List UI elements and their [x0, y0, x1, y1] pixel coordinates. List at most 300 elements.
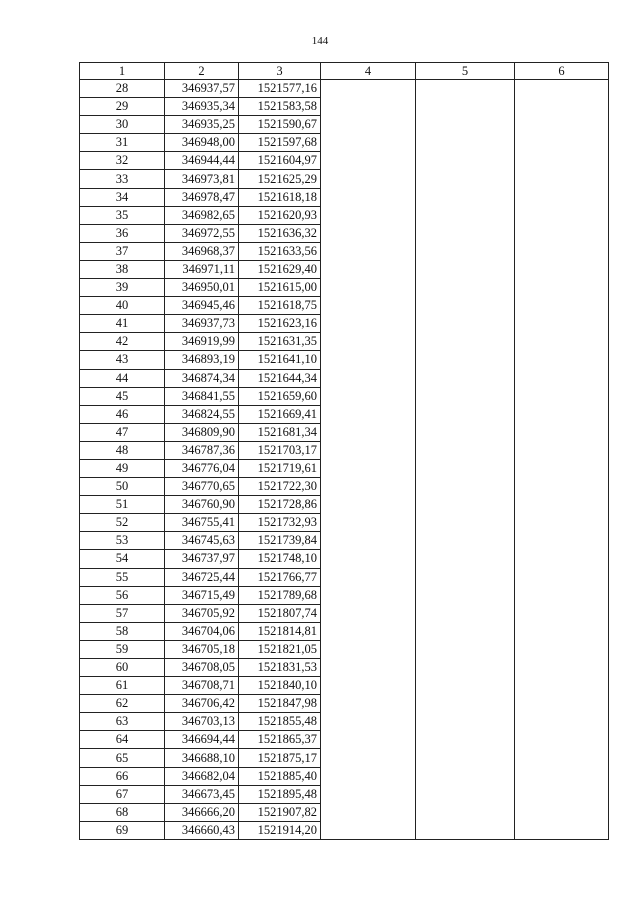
point-number-cell: 60 [80, 659, 165, 677]
empty-cell-col-4 [321, 659, 416, 677]
empty-cell-col-5 [416, 405, 515, 423]
empty-cell-col-4 [321, 98, 416, 116]
table-row [80, 297, 609, 315]
empty-cell-col-4 [321, 695, 416, 713]
empty-cell-col-6 [515, 803, 609, 821]
x-coordinate-cell: 346760,90 [165, 496, 239, 514]
empty-cell-col-6 [515, 767, 609, 785]
empty-cell-col-4 [321, 260, 416, 278]
coordinates-table [79, 62, 609, 840]
point-number-cell: 48 [80, 441, 165, 459]
empty-cell-col-5 [416, 659, 515, 677]
y-coordinate-cell: 1521907,82 [239, 803, 321, 821]
empty-cell-col-4 [321, 803, 416, 821]
point-number-cell: 69 [80, 821, 165, 839]
x-coordinate-cell: 346737,97 [165, 550, 239, 568]
empty-cell-col-6 [515, 224, 609, 242]
table-row [80, 279, 609, 297]
y-coordinate-cell: 1521855,48 [239, 713, 321, 731]
empty-cell-col-5 [416, 604, 515, 622]
y-coordinate-cell: 1521681,34 [239, 423, 321, 441]
table-row [80, 785, 609, 803]
empty-cell-col-5 [416, 478, 515, 496]
empty-cell-col-5 [416, 116, 515, 134]
empty-cell-col-4 [321, 80, 416, 98]
y-coordinate-cell: 1521583,58 [239, 98, 321, 116]
empty-cell-col-6 [515, 622, 609, 640]
empty-cell-col-4 [321, 333, 416, 351]
empty-cell-col-4 [321, 640, 416, 658]
y-coordinate-cell: 1521620,93 [239, 206, 321, 224]
empty-cell-col-4 [321, 785, 416, 803]
point-number-cell: 46 [80, 405, 165, 423]
point-number-cell: 66 [80, 767, 165, 785]
empty-cell-col-6 [515, 749, 609, 767]
empty-cell-col-5 [416, 98, 515, 116]
table-row [80, 387, 609, 405]
y-coordinate-cell: 1521847,98 [239, 695, 321, 713]
empty-cell-col-5 [416, 459, 515, 477]
empty-cell-col-6 [515, 80, 609, 98]
empty-cell-col-5 [416, 279, 515, 297]
empty-cell-col-4 [321, 441, 416, 459]
y-coordinate-cell: 1521618,75 [239, 297, 321, 315]
empty-cell-col-5 [416, 260, 515, 278]
point-number-cell: 37 [80, 242, 165, 260]
x-coordinate-cell: 346660,43 [165, 821, 239, 839]
table-row [80, 152, 609, 170]
point-number-cell: 54 [80, 550, 165, 568]
empty-cell-col-5 [416, 568, 515, 586]
empty-cell-col-5 [416, 695, 515, 713]
x-coordinate-cell: 346945,46 [165, 297, 239, 315]
table-row [80, 224, 609, 242]
empty-cell-col-5 [416, 586, 515, 604]
empty-cell-col-5 [416, 423, 515, 441]
empty-cell-col-6 [515, 423, 609, 441]
x-coordinate-cell: 346972,55 [165, 224, 239, 242]
point-number-cell: 36 [80, 224, 165, 242]
y-coordinate-cell: 1521644,34 [239, 369, 321, 387]
x-coordinate-cell: 346787,36 [165, 441, 239, 459]
point-number-cell: 28 [80, 80, 165, 98]
table-row [80, 568, 609, 586]
empty-cell-col-6 [515, 478, 609, 496]
empty-cell-col-6 [515, 279, 609, 297]
x-coordinate-cell: 346937,57 [165, 80, 239, 98]
empty-cell-col-5 [416, 441, 515, 459]
empty-cell-col-4 [321, 134, 416, 152]
table-row [80, 333, 609, 351]
column-header-1: 1 [80, 63, 165, 80]
empty-cell-col-6 [515, 188, 609, 206]
empty-cell-col-6 [515, 532, 609, 550]
empty-cell-col-6 [515, 242, 609, 260]
x-coordinate-cell: 346745,63 [165, 532, 239, 550]
x-coordinate-cell: 346950,01 [165, 279, 239, 297]
empty-cell-col-5 [416, 514, 515, 532]
point-number-cell: 55 [80, 568, 165, 586]
empty-cell-col-4 [321, 604, 416, 622]
table-row [80, 640, 609, 658]
empty-cell-col-4 [321, 496, 416, 514]
y-coordinate-cell: 1521831,53 [239, 659, 321, 677]
y-coordinate-cell: 1521840,10 [239, 677, 321, 695]
point-number-cell: 50 [80, 478, 165, 496]
empty-cell-col-4 [321, 152, 416, 170]
x-coordinate-cell: 346824,55 [165, 405, 239, 423]
empty-cell-col-6 [515, 604, 609, 622]
y-coordinate-cell: 1521604,97 [239, 152, 321, 170]
y-coordinate-cell: 1521615,00 [239, 279, 321, 297]
table-row [80, 188, 609, 206]
table-row [80, 478, 609, 496]
y-coordinate-cell: 1521703,17 [239, 441, 321, 459]
empty-cell-col-5 [416, 713, 515, 731]
x-coordinate-cell: 346708,71 [165, 677, 239, 695]
empty-cell-col-5 [416, 550, 515, 568]
table-row [80, 677, 609, 695]
y-coordinate-cell: 1521789,68 [239, 586, 321, 604]
table-row [80, 351, 609, 369]
x-coordinate-cell: 346968,37 [165, 242, 239, 260]
y-coordinate-cell: 1521631,35 [239, 333, 321, 351]
x-coordinate-cell: 346973,81 [165, 170, 239, 188]
empty-cell-col-6 [515, 496, 609, 514]
empty-cell-col-4 [321, 821, 416, 839]
empty-cell-col-4 [321, 242, 416, 260]
table-row [80, 441, 609, 459]
empty-cell-col-5 [416, 640, 515, 658]
empty-cell-col-5 [416, 242, 515, 260]
x-coordinate-cell: 346874,34 [165, 369, 239, 387]
empty-cell-col-5 [416, 496, 515, 514]
empty-cell-col-4 [321, 550, 416, 568]
point-number-cell: 45 [80, 387, 165, 405]
empty-cell-col-5 [416, 369, 515, 387]
x-coordinate-cell: 346706,42 [165, 695, 239, 713]
point-number-cell: 35 [80, 206, 165, 224]
point-number-cell: 68 [80, 803, 165, 821]
point-number-cell: 62 [80, 695, 165, 713]
point-number-cell: 43 [80, 351, 165, 369]
empty-cell-col-5 [416, 677, 515, 695]
empty-cell-col-6 [515, 441, 609, 459]
point-number-cell: 63 [80, 713, 165, 731]
empty-cell-col-5 [416, 152, 515, 170]
x-coordinate-cell: 346937,73 [165, 315, 239, 333]
y-coordinate-cell: 1521885,40 [239, 767, 321, 785]
y-coordinate-cell: 1521865,37 [239, 731, 321, 749]
empty-cell-col-6 [515, 785, 609, 803]
y-coordinate-cell: 1521625,29 [239, 170, 321, 188]
empty-cell-col-6 [515, 459, 609, 477]
empty-cell-col-5 [416, 297, 515, 315]
x-coordinate-cell: 346948,00 [165, 134, 239, 152]
y-coordinate-cell: 1521669,41 [239, 405, 321, 423]
x-coordinate-cell: 346715,49 [165, 586, 239, 604]
empty-cell-col-6 [515, 586, 609, 604]
point-number-cell: 44 [80, 369, 165, 387]
empty-cell-col-5 [416, 803, 515, 821]
table-row [80, 116, 609, 134]
y-coordinate-cell: 1521732,93 [239, 514, 321, 532]
y-coordinate-cell: 1521814,81 [239, 622, 321, 640]
empty-cell-col-6 [515, 315, 609, 333]
empty-cell-col-6 [515, 695, 609, 713]
y-coordinate-cell: 1521597,68 [239, 134, 321, 152]
table-row [80, 821, 609, 839]
y-coordinate-cell: 1521636,32 [239, 224, 321, 242]
empty-cell-col-4 [321, 749, 416, 767]
table-row [80, 369, 609, 387]
y-coordinate-cell: 1521807,74 [239, 604, 321, 622]
point-number-cell: 32 [80, 152, 165, 170]
y-coordinate-cell: 1521914,20 [239, 821, 321, 839]
column-header-6: 6 [515, 63, 609, 80]
empty-cell-col-5 [416, 622, 515, 640]
empty-cell-col-5 [416, 351, 515, 369]
empty-cell-col-5 [416, 821, 515, 839]
table-row [80, 695, 609, 713]
empty-cell-col-6 [515, 152, 609, 170]
x-coordinate-cell: 346704,06 [165, 622, 239, 640]
table-row [80, 622, 609, 640]
empty-cell-col-4 [321, 423, 416, 441]
y-coordinate-cell: 1521875,17 [239, 749, 321, 767]
x-coordinate-cell: 346978,47 [165, 188, 239, 206]
y-coordinate-cell: 1521895,48 [239, 785, 321, 803]
empty-cell-col-4 [321, 514, 416, 532]
empty-cell-col-5 [416, 749, 515, 767]
empty-cell-col-6 [515, 821, 609, 839]
empty-cell-col-4 [321, 369, 416, 387]
table-row [80, 767, 609, 785]
y-coordinate-cell: 1521633,56 [239, 242, 321, 260]
x-coordinate-cell: 346705,92 [165, 604, 239, 622]
x-coordinate-cell: 346725,44 [165, 568, 239, 586]
x-coordinate-cell: 346971,11 [165, 260, 239, 278]
table-row [80, 98, 609, 116]
y-coordinate-cell: 1521590,67 [239, 116, 321, 134]
column-header-4: 4 [321, 63, 416, 80]
point-number-cell: 53 [80, 532, 165, 550]
point-number-cell: 61 [80, 677, 165, 695]
point-number-cell: 29 [80, 98, 165, 116]
point-number-cell: 65 [80, 749, 165, 767]
empty-cell-col-4 [321, 568, 416, 586]
table-row [80, 749, 609, 767]
table-row [80, 659, 609, 677]
empty-cell-col-5 [416, 532, 515, 550]
empty-cell-col-6 [515, 206, 609, 224]
empty-cell-col-4 [321, 478, 416, 496]
empty-cell-col-4 [321, 459, 416, 477]
empty-cell-col-6 [515, 659, 609, 677]
empty-cell-col-6 [515, 550, 609, 568]
column-header-2: 2 [165, 63, 239, 80]
point-number-cell: 40 [80, 297, 165, 315]
point-number-cell: 33 [80, 170, 165, 188]
table-header-row [80, 63, 609, 80]
empty-cell-col-4 [321, 297, 416, 315]
point-number-cell: 30 [80, 116, 165, 134]
table-row [80, 731, 609, 749]
empty-cell-col-4 [321, 116, 416, 134]
empty-cell-col-5 [416, 767, 515, 785]
table-row [80, 496, 609, 514]
x-coordinate-cell: 346944,44 [165, 152, 239, 170]
empty-cell-col-4 [321, 622, 416, 640]
point-number-cell: 49 [80, 459, 165, 477]
point-number-cell: 58 [80, 622, 165, 640]
table-row [80, 550, 609, 568]
y-coordinate-cell: 1521719,61 [239, 459, 321, 477]
point-number-cell: 31 [80, 134, 165, 152]
empty-cell-col-4 [321, 315, 416, 333]
empty-cell-col-4 [321, 206, 416, 224]
empty-cell-col-4 [321, 731, 416, 749]
y-coordinate-cell: 1521748,10 [239, 550, 321, 568]
y-coordinate-cell: 1521728,86 [239, 496, 321, 514]
x-coordinate-cell: 346673,45 [165, 785, 239, 803]
empty-cell-col-6 [515, 731, 609, 749]
x-coordinate-cell: 346841,55 [165, 387, 239, 405]
y-coordinate-cell: 1521629,40 [239, 260, 321, 278]
x-coordinate-cell: 346666,20 [165, 803, 239, 821]
x-coordinate-cell: 346935,25 [165, 116, 239, 134]
empty-cell-col-4 [321, 405, 416, 423]
table-row [80, 514, 609, 532]
empty-cell-col-5 [416, 785, 515, 803]
x-coordinate-cell: 346770,65 [165, 478, 239, 496]
empty-cell-col-6 [515, 170, 609, 188]
point-number-cell: 59 [80, 640, 165, 658]
empty-cell-col-6 [515, 351, 609, 369]
empty-cell-col-4 [321, 224, 416, 242]
table-row [80, 423, 609, 441]
empty-cell-col-5 [416, 333, 515, 351]
empty-cell-col-5 [416, 80, 515, 98]
table-row [80, 803, 609, 821]
point-number-cell: 52 [80, 514, 165, 532]
empty-cell-col-5 [416, 188, 515, 206]
point-number-cell: 42 [80, 333, 165, 351]
point-number-cell: 51 [80, 496, 165, 514]
y-coordinate-cell: 1521618,18 [239, 188, 321, 206]
y-coordinate-cell: 1521659,60 [239, 387, 321, 405]
y-coordinate-cell: 1521577,16 [239, 80, 321, 98]
empty-cell-col-6 [515, 116, 609, 134]
x-coordinate-cell: 346703,13 [165, 713, 239, 731]
table-row [80, 315, 609, 333]
table-row [80, 713, 609, 731]
table-row [80, 170, 609, 188]
x-coordinate-cell: 346705,18 [165, 640, 239, 658]
table-row [80, 604, 609, 622]
column-header-5: 5 [416, 63, 515, 80]
y-coordinate-cell: 1521722,30 [239, 478, 321, 496]
x-coordinate-cell: 346776,04 [165, 459, 239, 477]
empty-cell-col-5 [416, 387, 515, 405]
empty-cell-col-4 [321, 532, 416, 550]
empty-cell-col-5 [416, 224, 515, 242]
empty-cell-col-5 [416, 731, 515, 749]
empty-cell-col-6 [515, 387, 609, 405]
point-number-cell: 57 [80, 604, 165, 622]
table-row [80, 134, 609, 152]
empty-cell-col-6 [515, 568, 609, 586]
point-number-cell: 67 [80, 785, 165, 803]
empty-cell-col-5 [416, 315, 515, 333]
point-number-cell: 56 [80, 586, 165, 604]
table-row [80, 260, 609, 278]
empty-cell-col-4 [321, 188, 416, 206]
x-coordinate-cell: 346919,99 [165, 333, 239, 351]
point-number-cell: 64 [80, 731, 165, 749]
y-coordinate-cell: 1521766,77 [239, 568, 321, 586]
point-number-cell: 39 [80, 279, 165, 297]
table-row [80, 586, 609, 604]
x-coordinate-cell: 346755,41 [165, 514, 239, 532]
empty-cell-col-4 [321, 713, 416, 731]
empty-cell-col-6 [515, 98, 609, 116]
y-coordinate-cell: 1521739,84 [239, 532, 321, 550]
x-coordinate-cell: 346708,05 [165, 659, 239, 677]
point-number-cell: 38 [80, 260, 165, 278]
y-coordinate-cell: 1521641,10 [239, 351, 321, 369]
empty-cell-col-6 [515, 640, 609, 658]
empty-cell-col-4 [321, 279, 416, 297]
empty-cell-col-6 [515, 260, 609, 278]
table-row [80, 532, 609, 550]
x-coordinate-cell: 346893,19 [165, 351, 239, 369]
x-coordinate-cell: 346688,10 [165, 749, 239, 767]
x-coordinate-cell: 346982,65 [165, 206, 239, 224]
table-row [80, 242, 609, 260]
empty-cell-col-6 [515, 134, 609, 152]
empty-cell-col-6 [515, 677, 609, 695]
table-row [80, 459, 609, 477]
empty-cell-col-4 [321, 387, 416, 405]
empty-cell-col-5 [416, 170, 515, 188]
empty-cell-col-4 [321, 170, 416, 188]
empty-cell-col-4 [321, 586, 416, 604]
page-number: 144 [311, 35, 329, 47]
empty-cell-col-4 [321, 677, 416, 695]
table-row [80, 80, 609, 98]
y-coordinate-cell: 1521821,05 [239, 640, 321, 658]
empty-cell-col-6 [515, 297, 609, 315]
empty-cell-col-5 [416, 206, 515, 224]
x-coordinate-cell: 346694,44 [165, 731, 239, 749]
table-row [80, 405, 609, 423]
empty-cell-col-6 [515, 514, 609, 532]
empty-cell-col-6 [515, 333, 609, 351]
empty-cell-col-4 [321, 767, 416, 785]
empty-cell-col-6 [515, 369, 609, 387]
point-number-cell: 41 [80, 315, 165, 333]
point-number-cell: 47 [80, 423, 165, 441]
column-header-3: 3 [239, 63, 321, 80]
table-row [80, 206, 609, 224]
empty-cell-col-4 [321, 351, 416, 369]
x-coordinate-cell: 346809,90 [165, 423, 239, 441]
empty-cell-col-6 [515, 713, 609, 731]
empty-cell-col-5 [416, 134, 515, 152]
x-coordinate-cell: 346935,34 [165, 98, 239, 116]
y-coordinate-cell: 1521623,16 [239, 315, 321, 333]
